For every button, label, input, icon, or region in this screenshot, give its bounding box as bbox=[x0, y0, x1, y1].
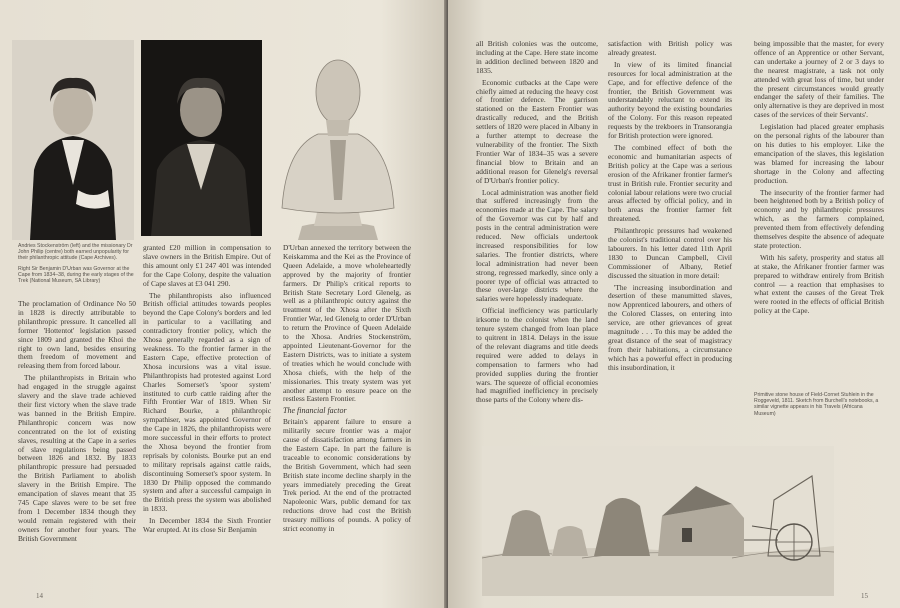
page-number-right: 15 bbox=[861, 592, 868, 600]
paragraph: Britain's apparent failure to ensure a militarily secure frontier was a major cause of dissatisfaction among farmers in the Eastern Cape. In part the failure is traceable to economic considerations by the British Government, which had seen British state income decline sharply in the years immediately preceding the Great Trek period. At the end of the protracted Napoleonic Wars, public demand for tax reductions drove had cost the British treasury millions of pounds. A policy of strict economy in bbox=[283, 417, 411, 534]
paragraph: 'The increasing insubordination and desertion of these manumitted slaves, now Apprenticed labourers, and others of the Colored Classes, on entering into service, are other grievances of great magnitude . . . To this may be added the great distance of the seat of magistracy from their habitations, a circumstance which has a powerful effect in producing this insubordination, it bbox=[608, 282, 732, 372]
paragraph: Philanthropic pressures had weakened the colonist's traditional control over his labourers. In his letter dated 11th April 1830 to Duncan Campbell, Civil Commissioner of Albany, Retief discussed the situation in more detail: bbox=[608, 226, 732, 280]
sketch-stone-house bbox=[482, 446, 834, 596]
paragraph: With his safety, prosperity and status all at stake, the Afrikaner frontier farmer was prepared to withdraw entirely from British control — a reaction that emphasises to what extent the causes of the Great Trek were rooted in the effects of official British policy at the Cape. bbox=[754, 252, 884, 316]
paragraph: Local administration was another field that suffered increasingly from the economies made at the Cape. The salary of the Governor was cut by half and posts in the central administration were reduced. New officials undertook increased responsibilities for low salaries. The frontier districts, where local administration had never been strong, regressed markedly, since only a poorer type of official was attracted to these over-large districts where the salaries were hopelessly inadequate. bbox=[476, 187, 598, 304]
paragraph: The philanthropists in Britain who had engaged in the struggle against slavery and the slave trade achieved their first victory when the slave trade was banned in the British Empire. Philanthropic concern was now concentrated on the lot of existing slaves, resulting at the Cape in a series of slave regulations being passed between 1826 and 1832. By 1833 philanthropic pressure had persuaded the British Parliament to abolish slavery in the British Empire. The emancipation of slaves meant that 35 745 Cape slaves were to be set free from 1 December 1834 though they would remain registered with their owners for another four years. The British Government bbox=[18, 373, 136, 543]
portrait-philip bbox=[141, 40, 262, 236]
paragraph: The philanthropists also influenced British official attitudes towards peoples beyond the Cape Colony's borders and led in particular to a vacillating and contradictory frontier policy, which the Xhosa generally regarded as a sign of weakness. To the frontier farmer in the Eastern Cape, effective protection of Xhosa incursions was a vital issue. Philanthropists had protested against Lord Charles Somerset's 'spoor system' instituted to curb cattle raiding after the Fifth Frontier War of 1819. When Sir Richard Bourke, a philanthropic sympathiser, was appointed Governor of the Cape in 1826, the philanthropists were more successful in their efforts to protect the Xhosa beyond the frontier from reprisals by colonists. Bourke put an end to military reprisals against cattle raids, discontinuing Somerset's spoor system. In 1830 Dr Philip opposed the commando system and after a successful campaign in the British press the system was abolished in 1833. bbox=[143, 290, 271, 514]
paragraph: Economic cutbacks at the Cape were chiefly aimed at reducing the heavy cost of frontier defence. The garrison stationed on the Eastern Frontier was drastically reduced, and the British settlers of 1820 were placed in Albany in a further attempt to decrease the vulnerability of the frontier. The Sixth Frontier War of 1834–35 was a severe financial blow to Britain and an additional reason for Glenelg's reversal of D'Urban's frontier policy. bbox=[476, 77, 598, 185]
portrait-stockenstrom bbox=[12, 40, 134, 240]
left-column-3 bbox=[283, 244, 411, 537]
paragraph: In December 1834 the Sixth Frontier War erupted. At its close Sir Benjamin bbox=[143, 516, 271, 535]
right-column-2 bbox=[608, 40, 732, 376]
paragraph: satisfaction with British policy was already greatest. bbox=[608, 39, 732, 57]
paragraph: The combined effect of both the economic and humanitarian aspects of British policy at the Cape was a serious erosion of the Afrikaner frontier farmer's trust in British rule. Frontier security and colonial labour relations were two crucial areas affected by official policy, and in both areas the frontier farmer felt threatened. bbox=[608, 142, 732, 224]
caption-portraits: Andries Stockenström (left) and the missionary Dr John Philip (centre) both earned unpopularity for their philanthropic attitude (Cape Archives). bbox=[18, 243, 133, 262]
subheading-financial-factor: The financial factor bbox=[283, 406, 347, 416]
paragraph: Official inefficiency was particularly irksome to the colonist when the land tenure system changed from loan place to quitrent in 1814. Delays in the issue of the relevant diagrams and title deeds required were added to delays in compensation to farmers who had provided supplies during the frontier wars. The squeeze of official economies had magnified inefficiency in precisely those parts of the Colony where dis- bbox=[476, 306, 598, 405]
paragraph: being impossible that the master, for every offence of an Apprentice or other Servant, can undertake a journey of 2 or 3 days to the nearest magistrate, a task not only attended with great loss of time, but under the present circumstances would greatly endanger the safety of their families. The only alternative is they are deprived in most cases of the services of their Servants'. bbox=[754, 39, 884, 120]
paragraph: granted £20 million in compensation to slave owners in the British Empire. Out of this amount only £1 247 401 was intended for the Cape Colony, despite the valuation of Cape slaves at £3 041 290. bbox=[143, 243, 271, 288]
page-number-left: 14 bbox=[36, 592, 43, 600]
bust-durban bbox=[268, 40, 408, 240]
left-page bbox=[0, 0, 448, 608]
paragraph: The insecurity of the frontier farmer had been heightened both by a British policy of economy and by philanthropic pressures which, as the farmers complained, prevented them from effectively defending themselves despite the absence of adequate state protection. bbox=[754, 187, 884, 250]
right-column-3 bbox=[754, 40, 884, 319]
paragraph: In view of its limited financial resources for local administration at the Cape, and for effective defence of the frontier, the British Government was understandably reluctant to extend its authority beyond the existing boundaries of the Colony. For this reason repeated requests by the trekboers in Transorangia for British protection were ignored. bbox=[608, 59, 732, 141]
right-column-1 bbox=[476, 40, 598, 408]
caption-durban: Right Sir Benjamin D'Urban was Governor at the Cape from 1834–38, during the early stages of the Trek (National Museum, SA Library) bbox=[18, 266, 134, 285]
left-column-1 bbox=[18, 300, 136, 546]
paragraph: Legislation had placed greater emphasis on the personal rights of the labourer than on his duties to his employer. Like the emancipation of the slaves, this legislation was blamed for increasing the labour shortage in the Colony and affecting production. bbox=[754, 122, 884, 185]
paragraph: The proclamation of Ordinance No 50 in 1828 is directly attributable to philanthropic pressure. It cancelled all former 'Hottentot' legislation passed since 1809 and granted the Khoi the right to own land, besides ensuring them freedom of movement and releasing them from forced labour. bbox=[18, 299, 136, 371]
caption-sketch: Primitive stone house of Field-Cornet Stuhlein in the Roggeveld, 1811. Sketch from Burchell's notebooks, a similar vignette appears in his Travels (Africana Museum) bbox=[754, 392, 879, 417]
left-column-2 bbox=[143, 244, 271, 538]
paragraph: D'Urban annexed the territory between the Keiskamma and the Kei as the Province of Queen Adelaide, a move wholeheartedly approved by the majority of frontier farmers. Dr Philip's critical reports to British State Secretary Lord Glenelg, as well as a philanthropic outcry against the treatment of the Xhosa after the Sixth Frontier War, led Glenelg to order D'Urban to return the Province of Queen Adelaide to the Xhosa. Andries Stockenström, appointed Lieutenant-Governor for the Eastern Districts, was to initiate a system of treaties which he would conclude with Xhosa chiefs, with the help of the missionaries. This treaty system was yet another attempt to ensure peace on the restless Eastern Frontier. bbox=[283, 243, 411, 404]
paragraph: all British colonies was the outcome, including at the Cape. Here state income in addition declined between 1820 and 1835. bbox=[476, 39, 598, 75]
